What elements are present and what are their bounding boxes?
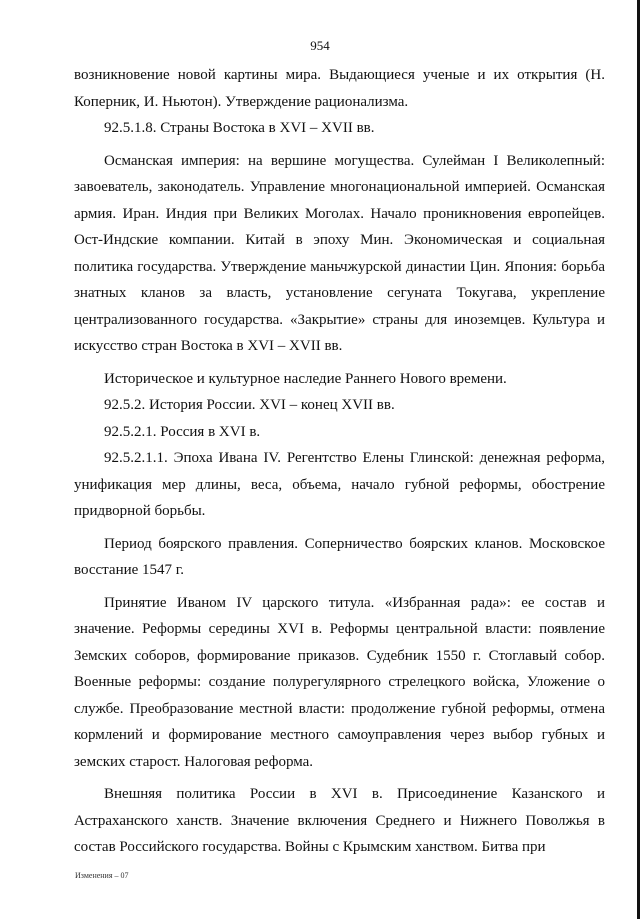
paragraph-heritage: Историческое и культурное наследие Раннего Нового времени. [104, 370, 507, 387]
paragraph-boyar-rule: Период боярского правления. Соперничество боярских кланов. Московское восстание 1547 г. [74, 535, 605, 578]
body-text [74, 62, 605, 861]
paragraph-foreign-policy: Внешняя политика России в XVI в. Присоединение Казанского и Астраханского ханств. Значение включения Среднего и Нижнего Поволжья в состав Российского государства. Войны с Крымским ханством. Битва при [74, 786, 605, 855]
paragraph-scientific-revolution: возникновение новой картины мира. Выдающиеся ученые и их открытия (Н. Коперник, И. Ньютон). Утверждение рационализма. [74, 67, 605, 110]
paragraph-ottoman-empire: Османская империя: на вершине могущества. Сулейман I Великолепный: завоеватель, законодатель. Управление многонациональной империей. Османская армия. Иран. Индия при Великих Моголах. Начало проникновения европейцев. Ост-Индские компании. Китай в эпоху Мин. Экономическая и социальная политика государства. Утверждение маньчжурской династии Цин. Япония: борьба знатных кланов за власть, установление сегуната Токугава, укрепление централизованного государства. «Закрытие» страны для иноземцев. Культура и искусство стран Востока в XVI – XVII вв. [74, 152, 605, 354]
section-heading-russia-16c: 92.5.2.1. Россия в XVI в. [104, 423, 261, 440]
page-number: 954 [310, 38, 330, 53]
paragraph-tsar-title: Принятие Иваном IV царского титула. «Избранная рада»: ее состав и значение. Реформы середины XVI в. Реформы центральной власти: появление Земских соборов, формирование приказов. Судебник 1550 г. Стоглавый собор. Военные реформы: создание полурегулярного стрелецкого войска, Уложение о службе. Преобразование местной власти: продолжение губной реформы, отмена кормлений и формирование местного самоуправления через выбор губных и земских старост. Налоговая реформа. [74, 594, 605, 770]
paragraph-ivan-iv-era: 92.5.2.1.1. Эпоха Ивана IV. Регентство Елены Глинской: денежная реформа, унификация мер длины, веса, объема, начало губной реформы, обострение придворной борьбы. [74, 450, 605, 519]
section-heading-east: 92.5.1.8. Страны Востока в XVI – XVII вв. [104, 120, 375, 136]
section-heading-russia: 92.5.2. История России. XVI – конец XVII вв. [104, 397, 395, 413]
footer-revision: Изменения – 07 [75, 871, 129, 880]
